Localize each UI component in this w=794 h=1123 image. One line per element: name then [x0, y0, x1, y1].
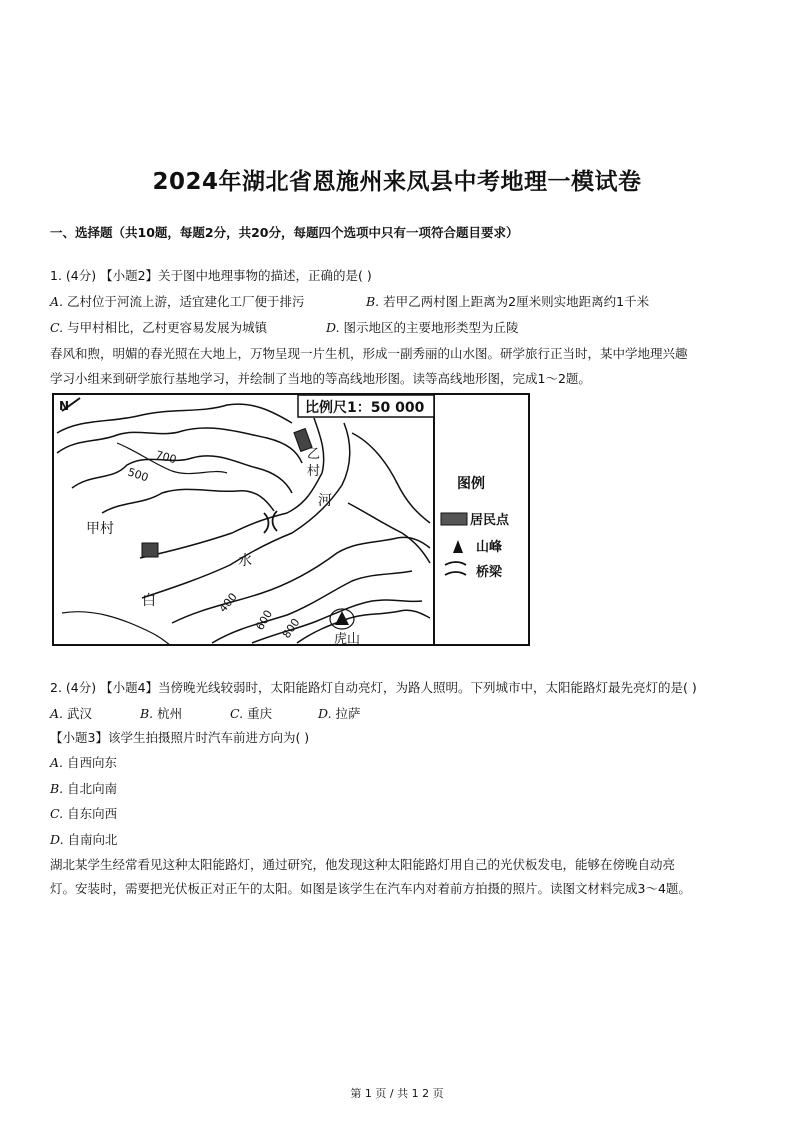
legend-title: 图例 — [457, 476, 485, 492]
legend-bridge-label: 桥梁 — [476, 565, 503, 580]
option-text: 武汉 — [67, 706, 93, 721]
option-letter: C. — [230, 706, 244, 721]
legend-settlement-label: 居民点 — [470, 513, 510, 528]
option-text: 图示地区的主要地形类型为丘陵 — [343, 320, 519, 335]
option-letter: D. — [326, 320, 340, 335]
contour-label-600: 600 — [253, 607, 276, 633]
option-text: 自东向西 — [67, 806, 118, 821]
q3-option-b — [50, 780, 117, 798]
section-header: 一、选择题（共10题，每题2分，共20分，每题四个选项中只有一项符合题目要求） — [50, 225, 519, 240]
contour-label-500: 500 — [126, 465, 151, 485]
option-letter: B. — [50, 781, 64, 796]
option-text: 拉萨 — [335, 706, 361, 721]
q1-option-c — [50, 319, 267, 337]
q1-option-d — [326, 319, 519, 337]
contour-label-400: 400 — [216, 590, 240, 615]
legend-settlement-icon — [441, 513, 467, 525]
page-footer: 第 1 页 / 共 1 2 页 — [350, 1087, 444, 1100]
q2-option-d — [318, 705, 361, 723]
option-letter: B. — [366, 294, 380, 309]
q2-option-c — [230, 705, 272, 723]
option-letter: C. — [50, 806, 64, 821]
option-text: 若甲乙两村图上距离为2厘米则实地距离约1千米 — [383, 294, 650, 309]
option-letter: D. — [318, 706, 332, 721]
q3-passage-line: 湖北某学生经常看见这种太阳能路灯，通过研究，他发现这种太阳能路灯用自己的光伏板发电，能够在傍晚自动亮 — [50, 857, 676, 872]
contour-label-700: 700 — [154, 448, 178, 467]
river-label-he: 河 — [318, 493, 332, 509]
q3-option-a — [50, 754, 117, 772]
option-letter: B. — [140, 706, 154, 721]
option-text: 自西向东 — [67, 755, 118, 770]
q2-stem: 2. (4分) 【小题4】当傍晚光线较弱时，太阳能路灯自动亮灯，为路人照明。下列城市中，太阳能路灯最先亮灯的是( ) — [50, 680, 697, 695]
river-label-shui: 水 — [238, 553, 252, 569]
village-b-label-2: 村 — [307, 464, 321, 479]
option-text: 乙村位于河流上游，适宜建化工厂便于排污 — [67, 294, 305, 309]
option-text: 与甲村相比，乙村更容易发展为城镇 — [67, 320, 268, 335]
village-a-marker — [142, 543, 158, 557]
contour-map — [52, 393, 530, 646]
q3-option-d — [50, 831, 118, 849]
q1-option-a — [50, 293, 305, 311]
q2-option-b — [140, 705, 182, 723]
north-label: N — [59, 399, 70, 413]
river-label-bai: 白 — [142, 593, 156, 609]
page-title: 2024年湖北省恩施州来凤县中考地理一模试卷 — [152, 169, 642, 195]
option-text: 自北向南 — [67, 781, 118, 796]
option-letter: A. — [50, 294, 64, 309]
legend-peak-label: 山峰 — [476, 540, 503, 555]
village-b-label-1: 乙 — [307, 447, 321, 462]
option-letter: A. — [50, 755, 64, 770]
q3-stem: 【小题3】该学生拍摄照片时汽车前进方向为( ) — [50, 730, 310, 745]
option-letter: D. — [50, 832, 64, 847]
option-letter: C. — [50, 320, 64, 335]
village-a-label: 甲村 — [86, 521, 114, 537]
q1-stem: 1. (4分) 【小题2】关于图中地理事物的描述，正确的是( ) — [50, 268, 372, 283]
option-text: 重庆 — [247, 706, 273, 721]
q3-passage-line: 灯。安装时，需要把光伏板正对正午的太阳。如图是该学生在汽车内对着前方拍摄的照片。读图文材料完成3～4题。 — [50, 881, 691, 896]
option-letter: A. — [50, 706, 64, 721]
q1-passage-line: 春风和煦，明媚的春光照在大地上，万物呈现一片生机，形成一副秀丽的山水图。研学旅行正当时，某中学地理兴趣 — [50, 346, 688, 361]
mountain-label: 虎山 — [334, 632, 361, 646]
q1-option-b — [366, 293, 649, 311]
q3-option-c — [50, 805, 117, 823]
contour-label-800: 800 — [279, 616, 303, 641]
q2-option-a — [50, 705, 92, 723]
map-scale: 比例尺1：50 000 — [305, 400, 425, 416]
q1-passage-line: 学习小组来到研学旅行基地学习，并绘制了当地的等高线地形图。读等高线地形图，完成1～2题。 — [50, 371, 591, 386]
option-text: 自南向北 — [67, 832, 118, 847]
option-text: 杭州 — [157, 706, 183, 721]
